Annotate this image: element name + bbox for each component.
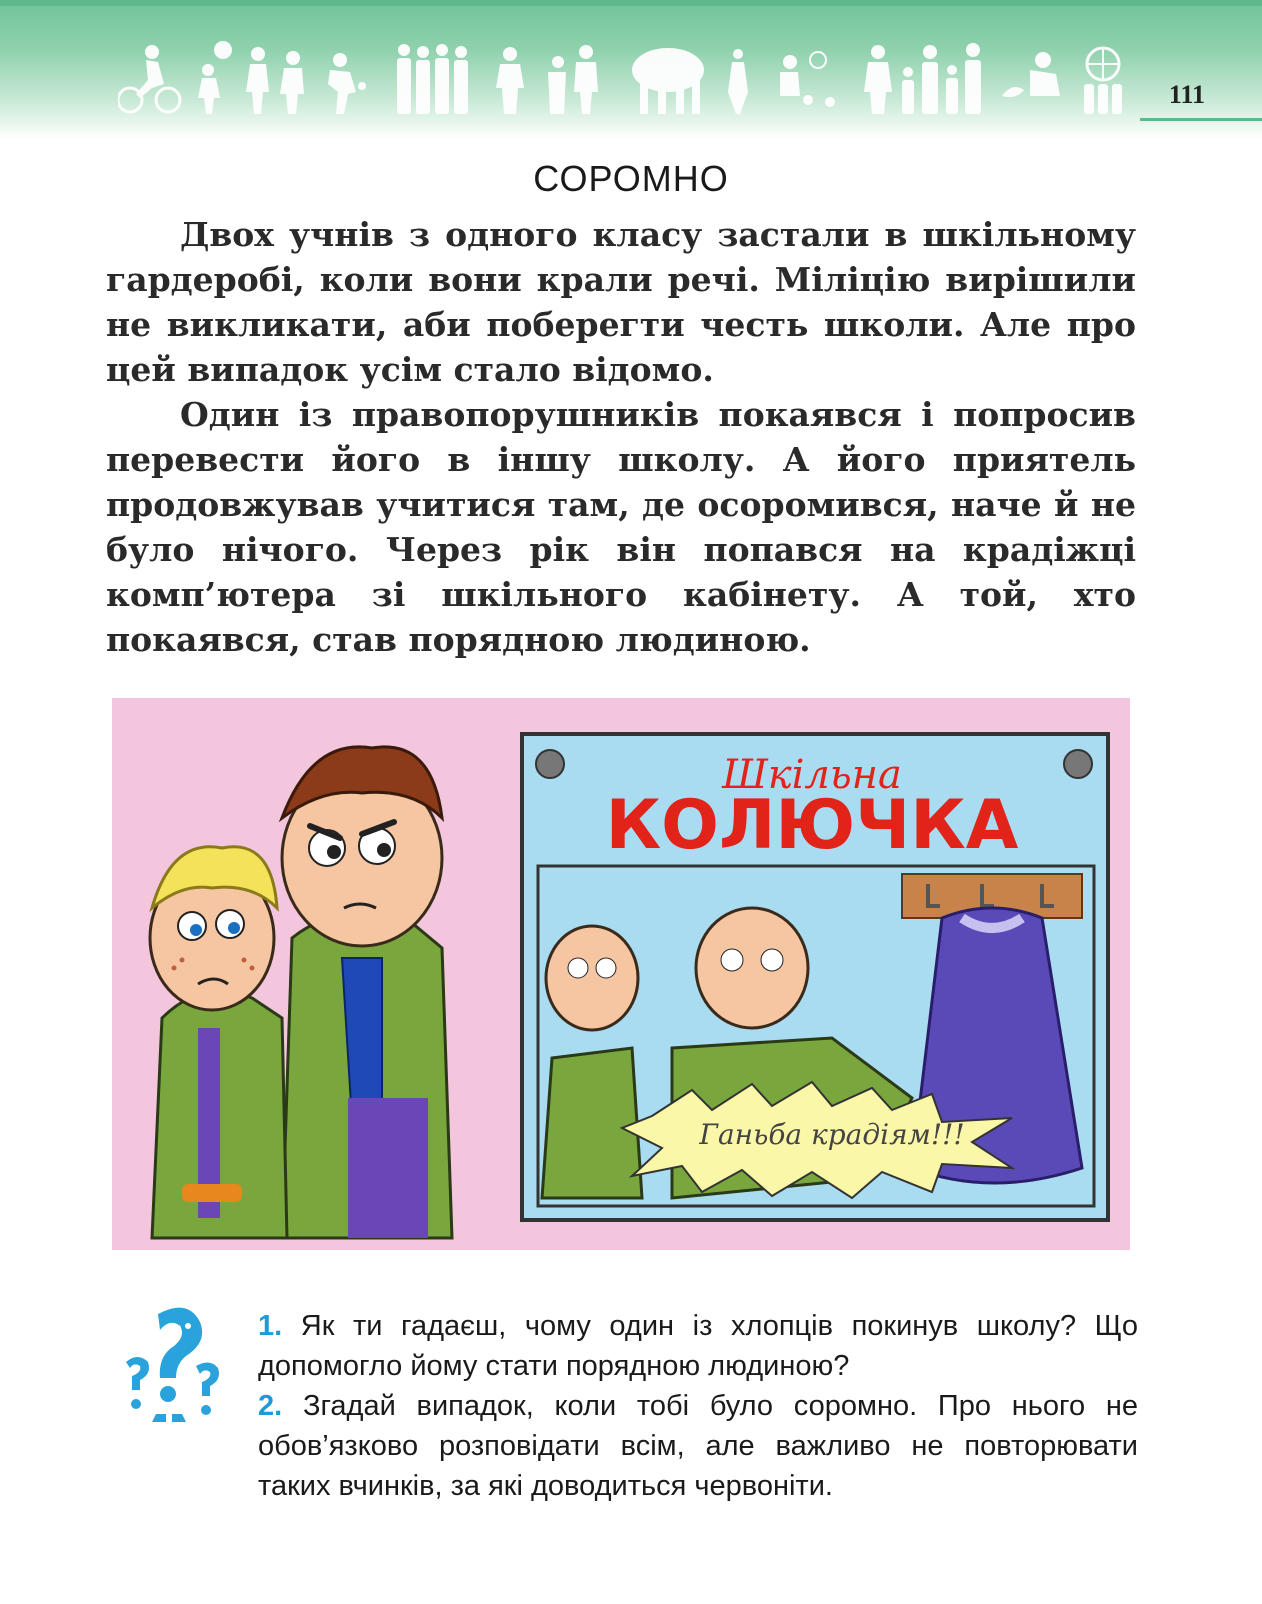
cartoon-illustration	[112, 698, 1130, 1250]
page-number: 111	[1168, 80, 1206, 109]
question-number: 1.	[258, 1310, 283, 1342]
questions-block	[258, 1306, 1138, 1506]
question-number: 2.	[258, 1390, 283, 1422]
header-top-line	[0, 0, 1262, 6]
question-mark-character-icon	[118, 1304, 228, 1428]
story-title: СОРОМНО	[533, 158, 729, 199]
poster-title-big: КОЛЮЧКА	[605, 786, 1019, 865]
question-text: Як ти гадаєш, чому один із хлопців покинув школу? Що допомогло йому стати порядною людиною?	[258, 1310, 1138, 1382]
boy-blond	[150, 847, 287, 1238]
question-item	[258, 1306, 1138, 1386]
header-band	[0, 0, 1262, 140]
boy-tall	[282, 747, 452, 1238]
people-silhouettes-icon	[118, 40, 1128, 116]
question-item	[258, 1386, 1138, 1506]
question-text: Згадай випадок, коли тобі було соромно. Про нього не обов’язково розповідати всім, але важливо не повторювати таких вчинків, за які доводиться червоніти.	[258, 1390, 1138, 1502]
poster-title-small: Шкільна	[722, 752, 902, 798]
cartoon-scene	[112, 698, 1130, 1250]
speech-bubble-text: Ганьба крадіям!!!	[699, 1118, 965, 1151]
page-number-rule	[1140, 118, 1262, 121]
story-text	[106, 212, 1136, 662]
poster	[522, 734, 1108, 1220]
story-paragraph: Двох учнів з одного класу застали в шкільному гардеробі, коли вони крали речі. Міліцію вирішили не викликати, аби поберегти честь школи. Але про цей випадок усім стало відомо.	[106, 215, 1136, 389]
story-paragraph: Один із правопорушників покаявся і попросив перевести його в іншу школу. А його приятель продовжував учитися там, де осоромився, наче й не було нічого. Через рік він попався на крадіжці комп’ютера зі шкільного кабінету. А той, хто покаявся, став порядною людиною.	[106, 395, 1136, 659]
